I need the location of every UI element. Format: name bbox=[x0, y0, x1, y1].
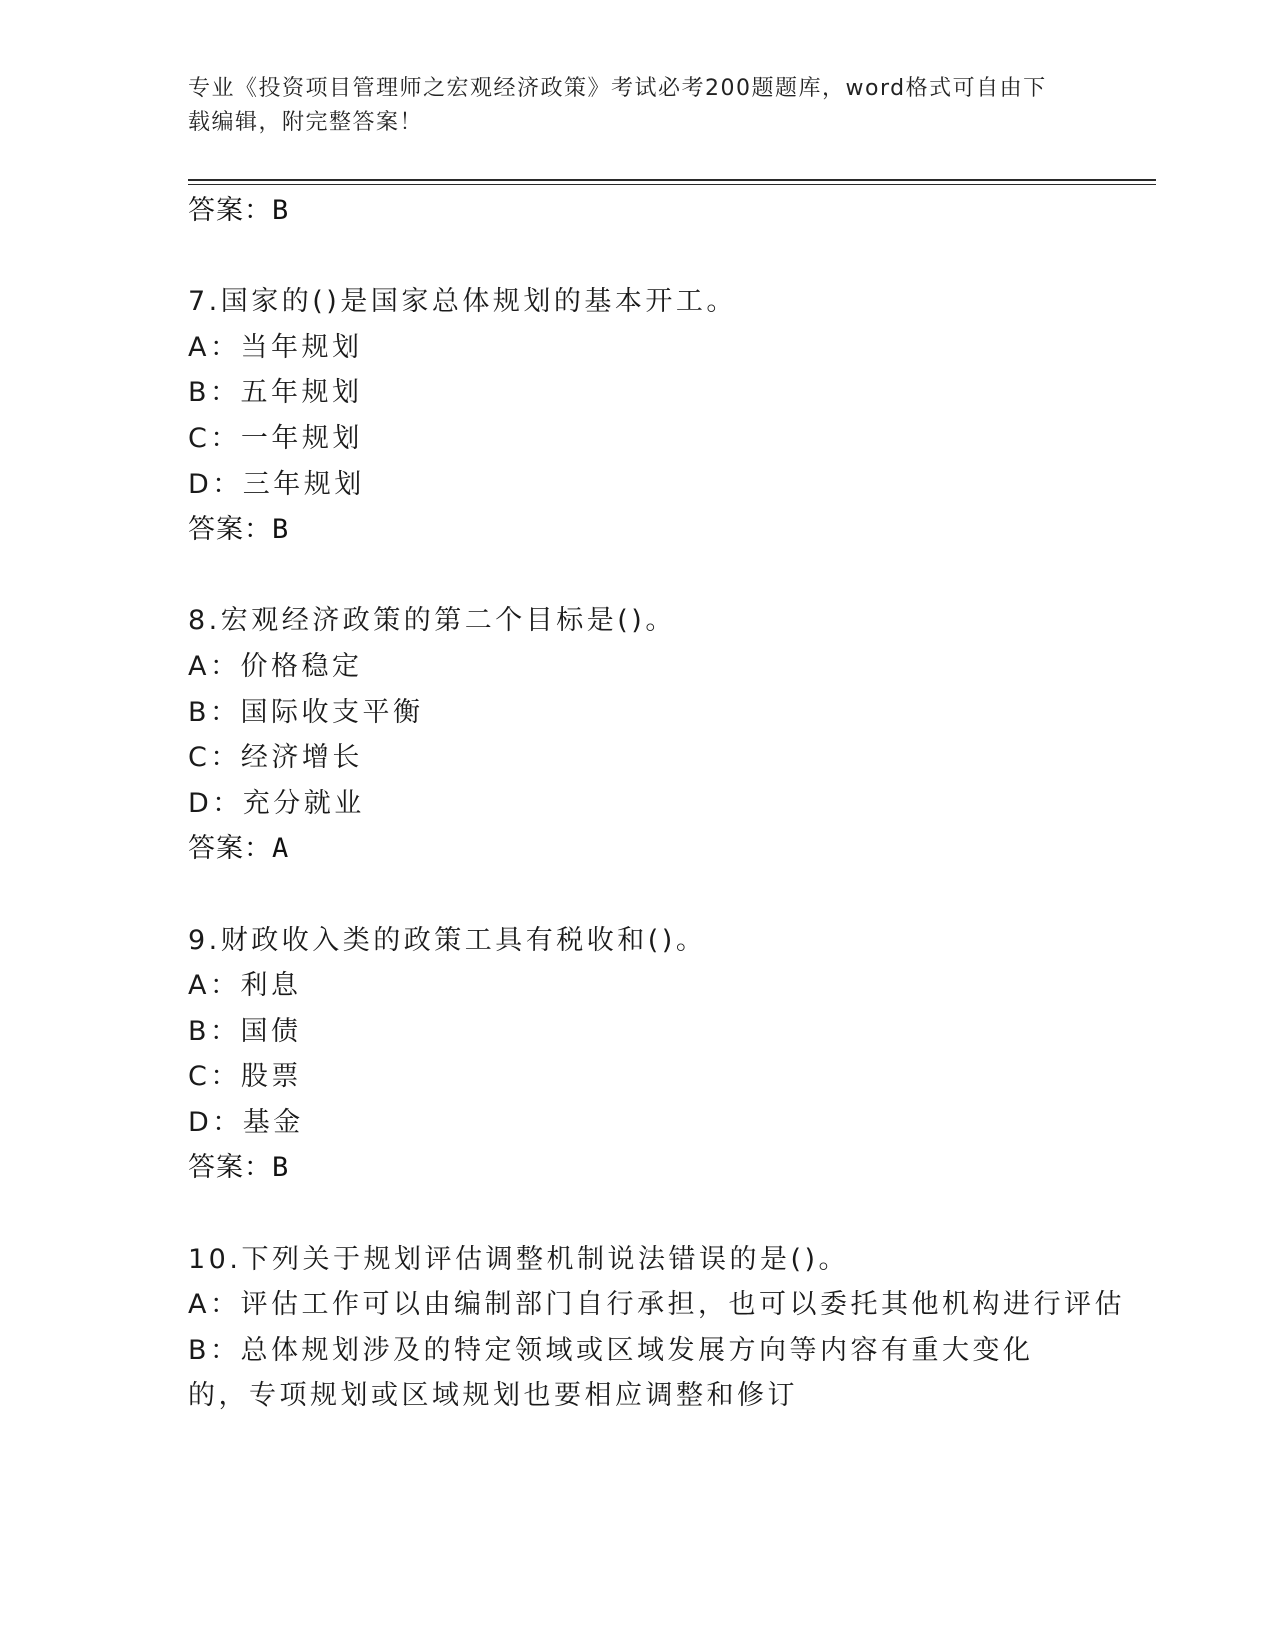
spacer bbox=[188, 553, 1088, 599]
option-a: A：评估工作可以由编制部门自行承担，也可以委托其他机构进行评估 bbox=[188, 1289, 1125, 1321]
answer-line: 答案：B bbox=[188, 195, 290, 226]
answer-line: 答案：B bbox=[188, 514, 290, 546]
option-a: A：价格稳定 bbox=[188, 650, 363, 682]
question-stem: 9.财政收入类的政策工具有税收和()。 bbox=[188, 924, 707, 956]
spacer bbox=[188, 1191, 1088, 1237]
option-c: C：一年规划 bbox=[188, 422, 363, 454]
option-c: C：经济增长 bbox=[188, 742, 363, 774]
option-d: D：充分就业 bbox=[188, 787, 365, 819]
option-b: B：五年规划 bbox=[188, 377, 363, 409]
header-rule-thin bbox=[188, 184, 1156, 185]
option-a: A：当年规划 bbox=[188, 331, 363, 363]
option-b: B：总体规划涉及的特定领域或区域发展方向等内容有重大变化的，专项规划或区域规划也要相应调整和修订 bbox=[188, 1334, 1034, 1412]
header-rule-thick bbox=[188, 179, 1156, 181]
answer-line: 答案：B bbox=[188, 1152, 290, 1184]
option-c: C：股票 bbox=[188, 1061, 302, 1093]
spacer bbox=[188, 872, 1088, 918]
option-d: D：基金 bbox=[188, 1106, 304, 1138]
question-list bbox=[188, 188, 1125, 1419]
option-d: D：三年规划 bbox=[188, 468, 365, 500]
question-stem: 10.下列关于规划评估调整机制说法错误的是()。 bbox=[188, 1243, 850, 1275]
option-b: B：国际收支平衡 bbox=[188, 696, 424, 728]
answer-line: 答案：A bbox=[188, 833, 290, 865]
option-a: A：利息 bbox=[188, 970, 302, 1002]
document-header: 专业《投资项目管理师之宏观经济政策》考试必考200题题库，word格式可自由下载编辑，附完整答案！ bbox=[188, 76, 1047, 135]
spacer bbox=[188, 234, 1088, 280]
option-b: B：国债 bbox=[188, 1015, 302, 1047]
question-stem: 8.宏观经济政策的第二个目标是()。 bbox=[188, 605, 676, 637]
question-stem: 7.国家的()是国家总体规划的基本开工。 bbox=[188, 286, 737, 318]
